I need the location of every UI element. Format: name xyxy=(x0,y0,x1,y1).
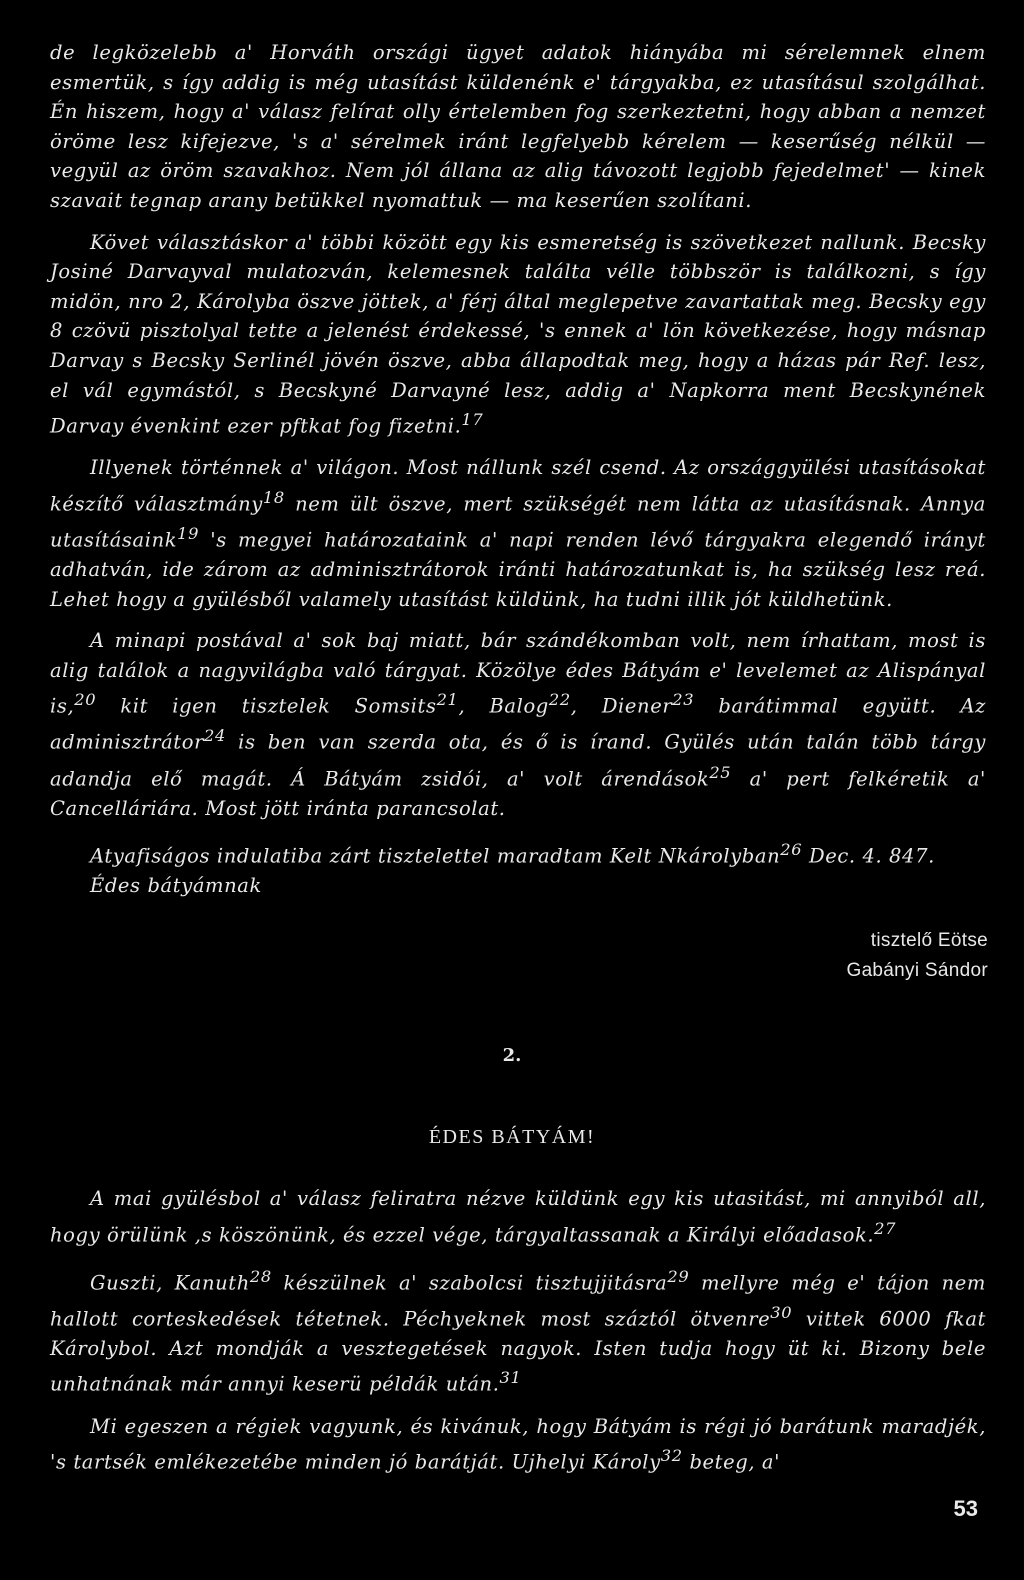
signature-name: Gabányi Sándor xyxy=(846,960,988,981)
paragraph-text: Követ választáskor a' többi között egy kis esmeretség is szövetkezet nallunk. Becsky Josiné Darvayval mulatozván, kelemesnek találta vélle többször is találkozni, s így midön, nro 2, Károlyba öszve jöttek, a' férj által meglepetve zavartattak meg. Becsky egy 8 czövü pisztolyal tette a jelenést érdekessé, 's ennek a' lön következése, hogy másnap Darvay s Becsky Serlinél jövén öszve, abba állapodtak meg, hogy a házas pár Ref. lesz, el vál egymástól, s Becskyné Darvayné lesz, addig a' Napkorra ment Becskynének Darvay évenkint ezer pftkat fog fizetni. xyxy=(50,230,986,438)
paragraph xyxy=(50,453,986,614)
footnote-ref: 18 xyxy=(262,487,285,507)
paragraph-text: barátimmal együtt. Az adminisztrátor xyxy=(50,694,987,754)
letter-heading: ÉDES BÁTYÁM! xyxy=(428,1126,596,1148)
page-number: 53 xyxy=(953,1496,978,1521)
paragraph-text: mellyre még e' tájon nem hallott corteskedések tétetnek. Péchyeknek most száztól ötvenre xyxy=(50,1271,987,1331)
paragraph xyxy=(50,1262,986,1400)
signature-line: tisztelő Eötse xyxy=(870,930,988,951)
paragraph-text: is ben van szerda ota, és ő is írand. Gyülés után talán több tárgy adandja elő magát. Á Bátyám zsidói, a' volt árendások xyxy=(50,730,986,791)
paragraph xyxy=(50,835,986,871)
footnote-ref: 19 xyxy=(177,523,200,543)
paragraph xyxy=(50,1412,986,1478)
footnote-ref: 32 xyxy=(660,1446,683,1466)
footnote-ref: 17 xyxy=(461,410,484,430)
paragraph xyxy=(50,228,986,442)
footnote-ref: 22 xyxy=(548,690,571,710)
footnote-ref: 29 xyxy=(667,1266,690,1286)
paragraph-text: Guszti, Kanuth xyxy=(90,1271,250,1295)
footnote-ref: 28 xyxy=(249,1266,272,1286)
paragraph-text: A mai gyülésbol a' válasz feliratra nézve küldünk egy kis utasitást, mi annyiból all, hogy örülünk ,s köszönünk, és ezzel vége, tárgyaltassanak a Királyi előadasok. xyxy=(50,1187,986,1247)
paragraph-text: Atyafiságos indulatiba zárt tisztelettel maradtam Kelt Nkárolyban xyxy=(90,844,781,868)
paragraph-text: Mi egeszen a régiek vagyunk, és kivánuk, hogy Bátyám is régi jó barátunk maradjék, 's tartsék emlékezetébe minden jó barátját. Ujhelyi Károly xyxy=(50,1414,986,1474)
paragraph-text: , Balog xyxy=(458,694,549,718)
letter-body-top xyxy=(50,38,986,901)
footnote-ref: 30 xyxy=(770,1302,793,1322)
footnote-ref: 31 xyxy=(499,1368,522,1388)
footnote-ref: 23 xyxy=(672,690,695,710)
footnote-ref: 21 xyxy=(436,690,459,710)
paragraph-text: , Diener xyxy=(570,694,673,718)
footnote-ref: 24 xyxy=(204,726,226,746)
footnote-ref: 25 xyxy=(709,762,732,782)
paragraph-text: nem ült öszve, mert szükségét nem látta az utasításnak. Annya utasításaink xyxy=(50,492,986,552)
paragraph-text: A minapi postával a' sok baj miatt, bár szándékomban volt, nem írhattam, most is alig találok a nagyvilágba való tárgyat. Közölye édes Bátyám e' levelemet az Alispányal is, xyxy=(50,629,986,718)
paragraph xyxy=(50,1184,986,1250)
footnote-ref: 27 xyxy=(874,1218,897,1238)
footnote-ref: 20 xyxy=(74,690,97,710)
letter-body-bottom xyxy=(50,1184,986,1477)
letter-number: 2. xyxy=(502,1045,522,1066)
salutation: Édes bátyámnak xyxy=(90,874,262,898)
paragraph-text: Dec. 4. 847. xyxy=(802,844,935,868)
paragraph-text: 's megyei határozataink a' napi renden lévő tárgyakra elegendő irányt adhatván, ide zárom az adminisztrátorok iránti határozatunkat is, ha szükség lesz reá. Lehet hogy a gyülésből valamely utasítást küldünk, ha tudni illik jót küldhetünk. xyxy=(50,528,986,611)
paragraph-text: vittek 6000 fkat Károlybol. Azt mondják a vesztegetések nagyok. Isten tudja hogy üt ki. Bizony bele unhatnának már annyi keserü példák után. xyxy=(50,1307,987,1396)
paragraph-text: a' pert felkéretik a' Cancelláriára. Most jött iránta parancsolat. xyxy=(50,767,987,820)
paragraph-text: beteg, a' xyxy=(682,1450,781,1474)
paragraph-text: készülnek a' szabolcsi tisztujjitásra xyxy=(271,1271,668,1295)
footnote-ref: 26 xyxy=(780,840,803,860)
paragraph-text: kit igen tisztelek Somsits xyxy=(96,694,437,718)
signature-block xyxy=(846,926,988,986)
paragraph xyxy=(50,626,986,823)
paragraph: de legközelebb a' Horváth országi ügyet adatok hiányába mi sérelemnek elnem esmertük, s így addig is még utasítást küldenénk e' tárgyakba, ez utasításul szolgálhat. Én hiszem, hogy a' válasz felírat olly értelemben fog szerkeztetni, hogy abban a nemzet öröme lesz kifejezve, 's a' sérelmek iránt legfelyebb kérelem — keserűség nélkül — vegyül az öröm szavakhoz. Nem jól állana az alig távozott legjobb fejedelmet' — kinek szavait tegnap arany betükkel nyomattuk — ma keserűen szolítani. xyxy=(50,41,986,212)
paragraph-text: Illyenek történnek a' világon. Most nállunk szél csend. Az országgyülési utasításokat készítő választmány xyxy=(50,456,986,516)
